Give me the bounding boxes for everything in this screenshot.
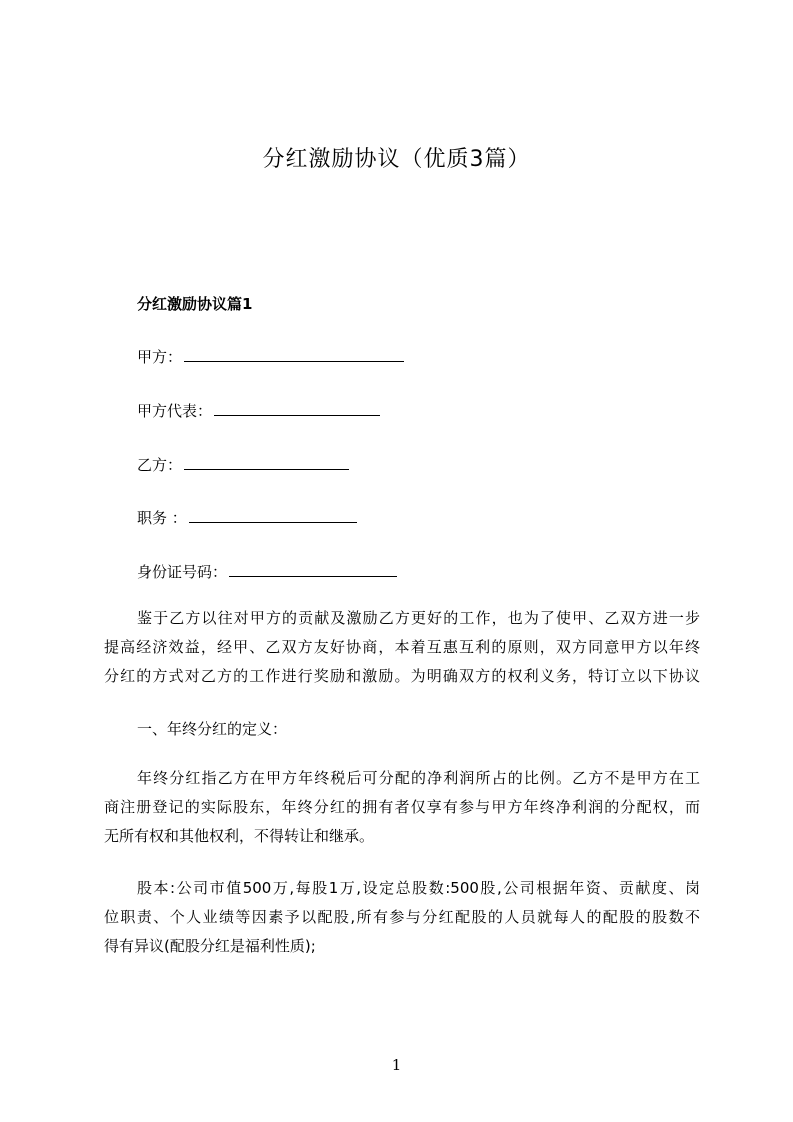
page-number: 1 — [391, 1056, 402, 1074]
section-1-title: 一、年终分红的定义： — [137, 720, 288, 738]
equity-paragraph — [104, 874, 700, 961]
party-b-blank — [184, 455, 349, 470]
party-b-field — [137, 454, 349, 475]
party-a-blank — [184, 347, 404, 362]
id-number-field — [137, 561, 397, 582]
equity-line: 位职责、个人业绩等因素予以配股,所有参与分红配股的人员就每人的配股的股数不 — [104, 908, 700, 926]
party-a-rep-field — [137, 400, 380, 421]
position-label: 职务 ： — [137, 509, 187, 527]
party-a-rep-label: 甲方代表： — [137, 402, 213, 420]
party-b-label: 乙方： — [137, 456, 183, 474]
position-field — [137, 507, 357, 528]
intro-line: 鉴于乙方以往对甲方的贡献及激励乙方更好的工作，也为了使甲、乙双方进一步 — [137, 609, 700, 627]
definition-line: 无所有权和其他权利，不得转让和继承。 — [104, 827, 375, 845]
equity-line: 得有异议(配股分红是福利性质); — [104, 937, 316, 955]
id-number-blank — [229, 562, 397, 577]
intro-line: 分红的方式对乙方的工作进行奖励和激励。为明确双方的权利义务，特订立以下协议 — [104, 667, 700, 685]
definition-paragraph — [104, 764, 700, 851]
equity-line: 股本:公司市值500万,每股1万,设定总股数:500股,公司根据年资、贡献度、岗 — [137, 879, 700, 897]
document-title: 分红激励协议（优质3篇） — [262, 147, 531, 172]
intro-line: 提高经济效益，经甲、乙双方友好协商，本着互惠互利的原则，双方同意甲方以年终 — [104, 638, 700, 656]
section-heading: 分红激励协议篇1 — [137, 295, 253, 313]
id-number-label: 身份证号码： — [137, 563, 228, 581]
party-a-rep-blank — [214, 401, 380, 416]
position-blank — [189, 508, 357, 523]
definition-line: 商注册登记的实际股东，年终分红的拥有者仅享有参与甲方年终净利润的分配权，而 — [104, 798, 700, 816]
party-a-field — [137, 346, 404, 367]
intro-paragraph — [104, 604, 700, 691]
party-a-label: 甲方： — [137, 348, 183, 366]
definition-line: 年终分红指乙方在甲方年终税后可分配的净利润所占的比例。乙方不是甲方在工 — [137, 769, 700, 787]
